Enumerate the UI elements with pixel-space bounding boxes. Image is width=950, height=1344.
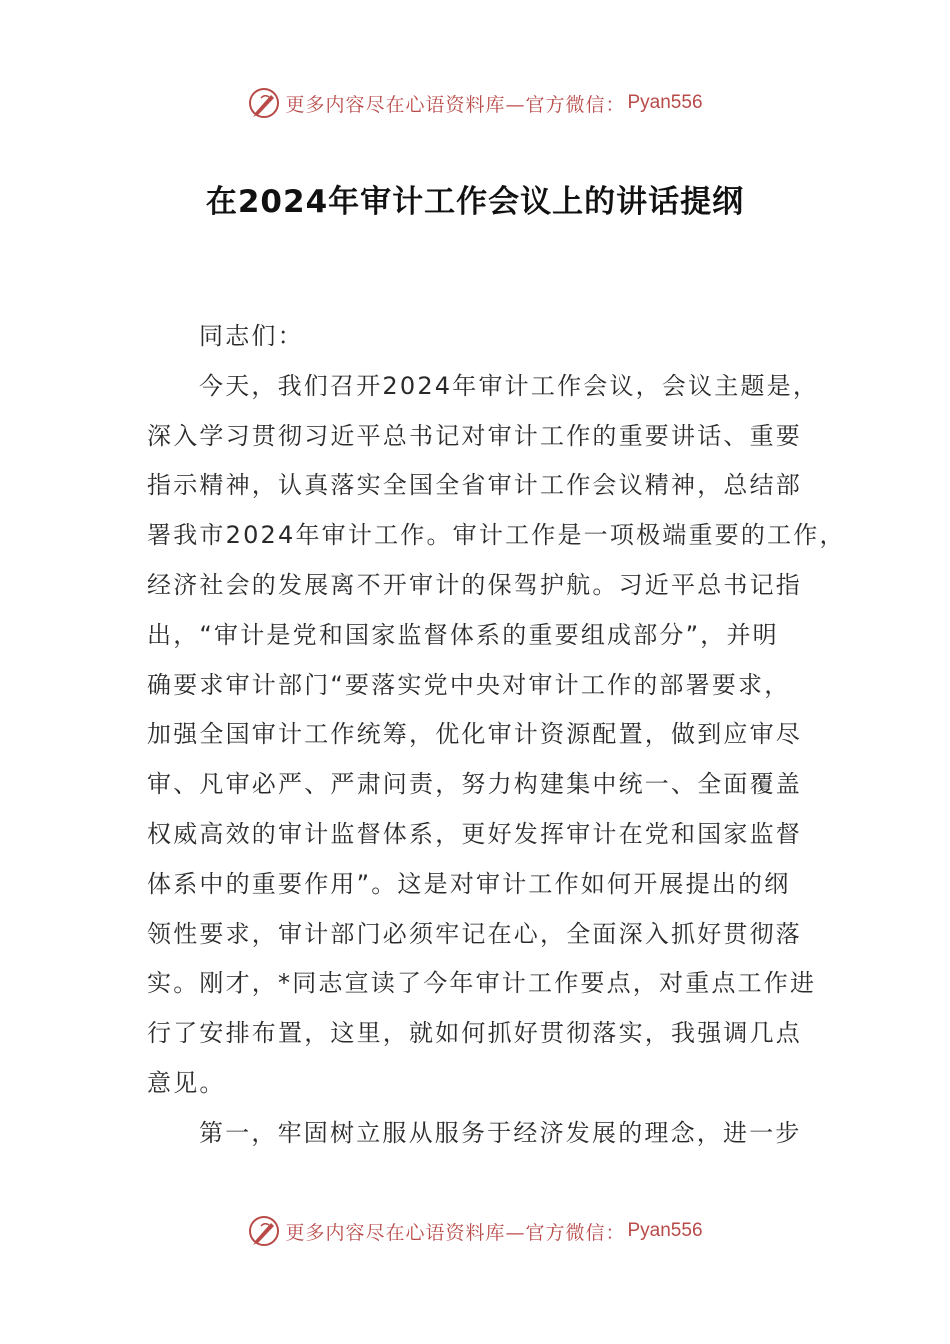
paragraph-line: 行了安排布置，这里，就如何抓好贯彻落实，我强调几点 bbox=[147, 1019, 802, 1048]
watermark-wechat-id: Pyan556 bbox=[627, 92, 703, 113]
watermark-header bbox=[0, 86, 950, 120]
paragraph-line: 领性要求，审计部门必须牢记在心，全面深入抓好贯彻落 bbox=[147, 919, 802, 948]
paragraph-line: 深入学习贯彻习近平总书记对审计工作的重要讲话、重要 bbox=[147, 421, 802, 450]
paragraph-line: 经济社会的发展离不开审计的保驾护航。习近平总书记指 bbox=[147, 570, 802, 599]
paragraph-line: 实。刚才，*同志宣读了今年审计工作要点，对重点工作进 bbox=[147, 969, 817, 998]
paragraph-line: 出，“审计是党和国家监督体系的重要组成部分”，并明 bbox=[147, 620, 779, 649]
document-body bbox=[147, 312, 846, 1159]
pen-logo-icon bbox=[247, 86, 281, 120]
paragraph-line: 今天，我们召开2024年审计工作会议，会议主题是， bbox=[199, 371, 820, 400]
paragraph-line: 加强全国审计工作统筹，优化审计资源配置，做到应审尽 bbox=[147, 720, 802, 749]
paragraph-line: 权威高效的审计监督体系，更好发挥审计在党和国家监督 bbox=[147, 819, 802, 848]
paragraph-line: 确要求审计部门“要落实党中央对审计工作的部署要求， bbox=[147, 670, 791, 699]
paragraph-line: 第一，牢固树立服从服务于经济发展的理念，进一步 bbox=[199, 1118, 802, 1147]
watermark-wechat-id: Pyan556 bbox=[627, 1220, 703, 1241]
document-title: 在2024年审计工作会议上的讲话提纲 bbox=[205, 184, 745, 220]
paragraph-line: 体系中的重要作用”。这是对审计工作如何开展提出的纲 bbox=[147, 869, 791, 898]
greeting: 同志们： bbox=[199, 322, 304, 350]
paragraph-line: 署我市2024年审计工作。审计工作是一项极端重要的工作， bbox=[147, 521, 846, 550]
paragraph-line: 审、凡审必严、严肃问责，努力构建集中统一、全面覆盖 bbox=[147, 770, 802, 799]
paragraph-line: 指示精神，认真落实全国全省审计工作会议精神，总结部 bbox=[147, 471, 802, 500]
watermark-text: 更多内容尽在心语资料库—官方微信： bbox=[285, 93, 626, 116]
paragraph-line: 意见。 bbox=[147, 1068, 226, 1097]
pen-logo-icon bbox=[247, 1214, 281, 1248]
watermark-text: 更多内容尽在心语资料库—官方微信： bbox=[285, 1221, 626, 1244]
watermark-footer bbox=[0, 1214, 950, 1248]
